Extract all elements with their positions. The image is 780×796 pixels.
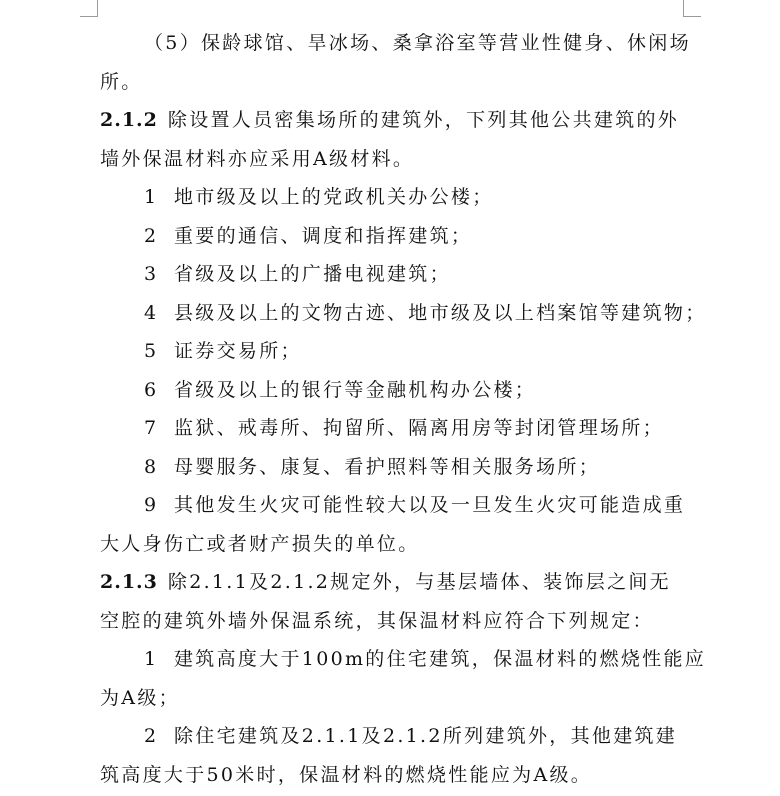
line-text: （5）保龄球馆、旱冰场、桑拿浴室等营业性健身、休闲场 xyxy=(144,32,691,54)
text-line xyxy=(100,717,690,756)
line-text: 墙外保温材料亦应采用A级材料。 xyxy=(100,147,415,170)
clause-number: 2.1.2 xyxy=(100,109,158,131)
text-line xyxy=(100,679,690,718)
text-line xyxy=(100,24,690,63)
line-text: 县级及以上的文物古迹、地市级及以上档案馆等建筑物； xyxy=(174,301,707,324)
clause-number: 2.1.3 xyxy=(100,571,158,593)
line-text: 重要的通信、调度和指挥建筑； xyxy=(174,224,473,247)
line-text: 除住宅建筑及2.1.1及2.1.2所列建筑外，其他建筑建 xyxy=(174,725,678,747)
text-line xyxy=(100,294,707,333)
line-text: 母婴服务、康复、看护照料等相关服务场所； xyxy=(174,455,601,478)
line-text: 建筑高度大于100m的住宅建筑，保温材料的燃烧性能应 xyxy=(174,648,707,670)
text-line xyxy=(100,602,690,641)
list-item-number: 1 xyxy=(144,186,159,208)
list-item-number: 7 xyxy=(144,417,159,439)
list-item-number: 5 xyxy=(144,340,159,362)
text-line xyxy=(100,178,690,217)
line-text: 除设置人员密集场所的建筑外，下列其他公共建筑的外 xyxy=(167,109,680,131)
list-item-number: 1 xyxy=(144,648,159,670)
text-line xyxy=(100,332,690,371)
line-text: 省级及以上的广播电视建筑； xyxy=(174,263,451,285)
line-text: 大人身伤亡或者财产损失的单位。 xyxy=(100,532,420,555)
line-text: 省级及以上的银行等金融机构办公楼； xyxy=(174,378,537,401)
list-item-number: 2 xyxy=(144,725,159,747)
text-line xyxy=(100,140,690,179)
list-item-number: 4 xyxy=(144,301,159,324)
text-line xyxy=(100,371,690,410)
line-text: 除2.1.1及2.1.2规定外，与基层墙体、装饰层之间无 xyxy=(167,571,671,593)
line-text: 其他发生火灾可能性较大以及一旦发生火灾可能造成重 xyxy=(174,494,686,516)
line-text: 地市级及以上的党政机关办公楼； xyxy=(174,186,494,208)
line-text: 所。 xyxy=(100,70,143,93)
text-line xyxy=(100,255,690,294)
list-item-number: 6 xyxy=(144,378,159,401)
text-line xyxy=(100,756,690,795)
text-line xyxy=(100,525,690,564)
page-corner-mark-top-right-horizontal xyxy=(683,16,701,17)
list-item-number: 3 xyxy=(144,263,159,285)
page-corner-mark-top-left-horizontal xyxy=(80,16,98,17)
line-text: 为A级； xyxy=(100,686,180,709)
text-line xyxy=(100,409,690,448)
list-item-number: 2 xyxy=(144,224,159,247)
page-corner-mark-top-left xyxy=(97,0,98,16)
text-line xyxy=(100,63,690,102)
line-text: 证券交易所； xyxy=(174,340,302,362)
list-item-number: 8 xyxy=(144,455,159,478)
page-corner-mark-top-right xyxy=(683,0,684,16)
list-item-number: 9 xyxy=(144,494,159,516)
text-line xyxy=(100,217,690,256)
line-text: 筑高度大于50米时，保温材料的燃烧性能应为A级。 xyxy=(100,763,593,786)
text-line xyxy=(100,486,690,525)
document-page xyxy=(100,24,707,794)
text-line xyxy=(100,563,690,602)
line-text: 空腔的建筑外墙外保温系统，其保温材料应符合下列规定： xyxy=(100,609,654,632)
text-line xyxy=(100,448,690,487)
text-line xyxy=(100,101,690,140)
line-text: 监狱、戒毒所、拘留所、隔离用房等封闭管理场所； xyxy=(174,417,664,439)
text-line xyxy=(100,640,707,679)
